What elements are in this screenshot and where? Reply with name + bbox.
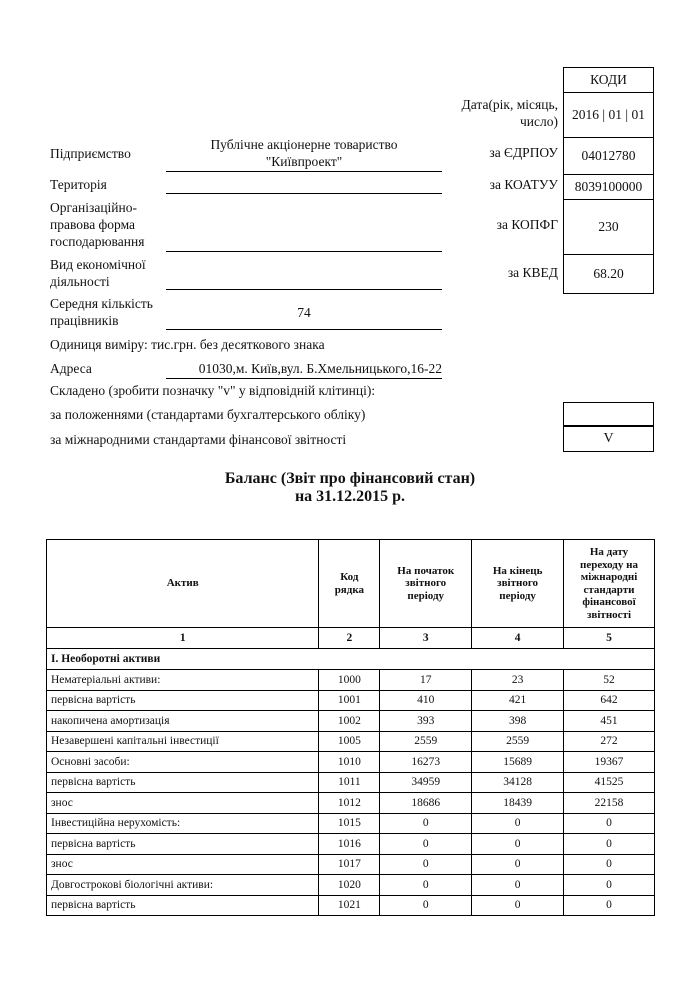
row-start: 18686 — [380, 793, 472, 814]
row-end: 0 — [472, 875, 564, 896]
table-header-row — [47, 540, 655, 628]
standards-pbo-label: за положеннями (стандартами бухгалтерського обліку) — [50, 407, 366, 422]
row-start: 0 — [380, 875, 472, 896]
code-date: 2016 | 01 | 01 — [564, 92, 653, 137]
territory-label: Територія — [50, 177, 107, 192]
standards-ifrs-checkbox[interactable]: V — [563, 426, 654, 452]
code-edrpou: 04012780 — [564, 137, 653, 174]
employees-underline — [166, 329, 442, 330]
row-code: 1010 — [319, 752, 380, 773]
employees-label: Середня кількість працівників — [50, 296, 153, 328]
row-end: 34128 — [472, 772, 564, 793]
table-row — [47, 752, 655, 773]
row-name: знос — [47, 854, 319, 875]
table-row — [47, 793, 655, 814]
row-transition: 41525 — [564, 772, 655, 793]
row-name: Довгострокові біологічні активи: — [47, 875, 319, 896]
compiled-text: Складено (зробити позначку "v" у відповідній клітинці): — [50, 383, 376, 398]
address-value: 01030,м. Київ,вул. Б.Хмельницького,16-22 — [198, 361, 442, 376]
employees-value: 74 — [297, 305, 311, 320]
koatuu-label: за КОАТУУ — [489, 177, 558, 192]
row-start: 17 — [380, 670, 472, 691]
row-name: Інвестиційна нерухомість: — [47, 813, 319, 834]
kved-label: за КВЕД — [507, 265, 558, 280]
balance-table — [46, 539, 655, 916]
section-title: І. Необоротні активи — [47, 649, 655, 670]
row-start: 0 — [380, 834, 472, 855]
row-end: 23 — [472, 670, 564, 691]
row-code: 1011 — [319, 772, 380, 793]
enterprise-value: Публічне акціонерне товариство "Київпроект" — [210, 137, 398, 169]
table-row — [47, 895, 655, 916]
standards-pbo-checkbox[interactable] — [563, 402, 654, 426]
header-transition: На дату переходу на міжнародні стандарти фінансової звітності — [564, 540, 655, 628]
document-title: Баланс (Звіт про фінансовий стан) — [224, 470, 476, 487]
row-end: 0 — [472, 813, 564, 834]
codes-box — [563, 67, 654, 294]
col-number: 2 — [319, 628, 380, 649]
section-row — [47, 649, 655, 670]
row-transition: 272 — [564, 731, 655, 752]
kopfg-label: за КОПФГ — [496, 217, 558, 232]
codes-header: КОДИ — [590, 72, 627, 87]
row-start: 2559 — [380, 731, 472, 752]
row-name: накопичена амортизація — [47, 711, 319, 732]
row-name: первісна вартість — [47, 772, 319, 793]
row-end: 18439 — [472, 793, 564, 814]
col-number: 5 — [564, 628, 655, 649]
row-code: 1000 — [319, 670, 380, 691]
row-code: 1005 — [319, 731, 380, 752]
code-koatuu: 8039100000 — [564, 174, 653, 199]
row-end: 2559 — [472, 731, 564, 752]
date-label: Дата(рік, місяць, число) — [461, 97, 558, 129]
row-transition: 22158 — [564, 793, 655, 814]
table-row — [47, 854, 655, 875]
row-transition: 19367 — [564, 752, 655, 773]
org-form-underline — [166, 251, 442, 252]
row-start: 0 — [380, 895, 472, 916]
row-transition: 52 — [564, 670, 655, 691]
header-asset: Актив — [47, 540, 319, 628]
row-code: 1021 — [319, 895, 380, 916]
territory-underline — [166, 193, 442, 194]
table-row — [47, 690, 655, 711]
table-row — [47, 875, 655, 896]
row-end: 15689 — [472, 752, 564, 773]
row-name: первісна вартість — [47, 895, 319, 916]
table-row — [47, 670, 655, 691]
col-number: 1 — [47, 628, 319, 649]
row-name: Основні засоби: — [47, 752, 319, 773]
unit-text: Одиниця виміру: тис.грн. без десяткового знака — [50, 337, 325, 352]
row-code: 1015 — [319, 813, 380, 834]
activity-underline — [166, 289, 442, 290]
row-start: 410 — [380, 690, 472, 711]
enterprise-underline — [166, 171, 442, 172]
row-code: 1002 — [319, 711, 380, 732]
row-start: 34959 — [380, 772, 472, 793]
table-row — [47, 711, 655, 732]
row-transition: 0 — [564, 854, 655, 875]
row-name: Нематеріальні активи: — [47, 670, 319, 691]
address-label: Адреса — [50, 361, 92, 376]
row-transition: 642 — [564, 690, 655, 711]
row-name: первісна вартість — [47, 834, 319, 855]
code-kopfg: 230 — [564, 199, 653, 254]
document-date: на 31.12.2015 р. — [294, 488, 406, 505]
address-underline — [166, 378, 442, 379]
header-start: На початок звітного періоду — [380, 540, 472, 628]
code-kved: 68.20 — [564, 254, 653, 293]
row-end: 0 — [472, 854, 564, 875]
row-name: первісна вартість — [47, 690, 319, 711]
column-number-row — [47, 628, 655, 649]
table-row — [47, 731, 655, 752]
row-code: 1016 — [319, 834, 380, 855]
row-end: 398 — [472, 711, 564, 732]
header-end: На кінець звітного періоду — [472, 540, 564, 628]
table-row — [47, 834, 655, 855]
row-transition: 451 — [564, 711, 655, 732]
row-code: 1017 — [319, 854, 380, 875]
row-start: 393 — [380, 711, 472, 732]
row-end: 421 — [472, 690, 564, 711]
table-row — [47, 813, 655, 834]
enterprise-label: Підприємство — [50, 146, 131, 161]
row-code: 1020 — [319, 875, 380, 896]
standards-ifrs-label: за міжнародними стандартами фінансової звітності — [50, 432, 347, 447]
row-start: 0 — [380, 813, 472, 834]
row-start: 0 — [380, 854, 472, 875]
row-transition: 0 — [564, 875, 655, 896]
row-transition: 0 — [564, 895, 655, 916]
col-number: 3 — [380, 628, 472, 649]
org-form-label: Організаційно- правова форма господарювання — [50, 200, 145, 249]
row-transition: 0 — [564, 813, 655, 834]
row-code: 1012 — [319, 793, 380, 814]
row-name: Незавершені капітальні інвестиції — [47, 731, 319, 752]
row-code: 1001 — [319, 690, 380, 711]
table-row — [47, 772, 655, 793]
row-end: 0 — [472, 834, 564, 855]
row-start: 16273 — [380, 752, 472, 773]
activity-label: Вид економічної діяльності — [50, 257, 146, 289]
header-code: Код рядка — [319, 540, 380, 628]
edrpou-label: за ЄДРПОУ — [489, 145, 558, 160]
row-transition: 0 — [564, 834, 655, 855]
row-name: знос — [47, 793, 319, 814]
col-number: 4 — [472, 628, 564, 649]
row-end: 0 — [472, 895, 564, 916]
